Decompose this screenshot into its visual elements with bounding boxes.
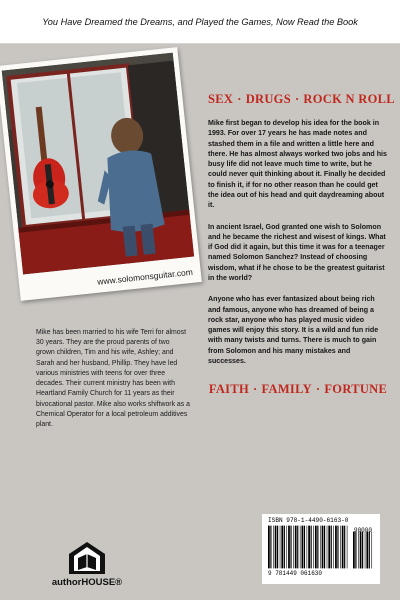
barcode-bar (340, 526, 341, 569)
heading-word: ROCK N ROLL (303, 92, 395, 106)
heading-word: SEX (208, 92, 234, 106)
barcode-bar (317, 526, 318, 569)
paragraph-3: Anyone who has ever fantasized about being rich and famous, anyone who has dreamed of being a rock star, anyone who has played music video games will enjoy this story. It is a wild and fun ride with many twists and turns. There is much to gain from Solomon and his many mistakes and successes. (208, 295, 379, 365)
heading-word: FORTUNE (324, 382, 388, 397)
barcode-bar (302, 526, 304, 569)
heading-word: FAMILY (261, 382, 312, 397)
barcode-bar (335, 526, 337, 569)
barcode-bar (304, 526, 305, 569)
website-caption: www.solomonsguitar.com (96, 266, 194, 287)
barcode-bar (270, 526, 271, 569)
barcode-bar (284, 526, 285, 569)
barcode-bar (288, 526, 290, 569)
barcode-bar (313, 526, 314, 569)
barcode-bar (347, 526, 348, 569)
heading-word: FAITH (208, 382, 250, 397)
barcode-bar (364, 532, 365, 569)
barcode-bar (353, 532, 355, 569)
barcode-addon-bars (353, 531, 374, 569)
barcode-bar (300, 526, 301, 569)
barcode-bar (273, 526, 274, 569)
barcode-bar (371, 532, 372, 569)
tagline: You Have Dreamed the Dreams, and Played the Games, Now Read the Book (42, 16, 358, 27)
separator: · (237, 92, 242, 106)
barcode-bar (295, 526, 297, 569)
separator: · (253, 382, 258, 397)
barcode-bar (277, 526, 278, 569)
separator: · (294, 92, 300, 106)
publisher-name: authorHOUSE® (51, 577, 123, 588)
barcode-bar (327, 526, 328, 569)
description-column (208, 92, 395, 397)
price-code: 90000 (353, 527, 372, 534)
heading-sex-drugs-rock (208, 92, 395, 107)
barcode-bar (359, 532, 361, 569)
barcode-bar (355, 532, 356, 569)
barcode-bar (320, 526, 321, 569)
barcode-bar (344, 526, 345, 569)
barcode-bar (307, 526, 308, 569)
isbn-label: ISBN 978-1-4490-6163-0 (268, 517, 349, 524)
barcode-bar (331, 526, 332, 569)
barcode-bar (297, 526, 298, 569)
barcode-bar (311, 526, 312, 569)
barcode-bar (368, 532, 369, 569)
tagline-bar (0, 0, 400, 44)
paragraph-1: Mike first began to develop his idea for the book in 1993. For over 17 years he has made notes and stashed them in a file and written a little here and there. He has almost always worked two jobs and his busy life did not leave much time to write, but he could never quit thinking about it. Finally he decided to finish it, if for no other reason than he could get the idea out of his head and quit daydreaming about it. (208, 119, 387, 210)
house-book-icon (66, 540, 108, 576)
barcode-number: 9 781449 061630 (268, 570, 323, 577)
heading-word: DRUGS (245, 92, 291, 106)
heading-faith-family-fortune (208, 382, 388, 397)
barcode-bar (337, 526, 338, 569)
barcode-bar (268, 526, 270, 569)
barcode-bar (322, 526, 324, 569)
barcode-bar (293, 526, 294, 569)
barcode-bar (328, 526, 330, 569)
isbn-barcode (262, 514, 380, 584)
publisher-logo (32, 540, 142, 588)
barcode-bar (333, 526, 334, 569)
author-photo (0, 47, 202, 301)
barcode-bar (315, 526, 317, 569)
barcode-bar (362, 532, 363, 569)
author-bio: Mike has been married to his wife Terri for almost 30 years. They are the proud parents of two grown children, Tim and his wife, Ashley; and Sarah and her husband, Phillip. They have led various ministries with teens for over three decades. Their current ministry has been with Heartland Family Church for 11 years as their bivocational pastor. Mike also works shiftwork as a Chemical Operator for a local petroleum additives plant. (36, 329, 190, 428)
separator: · (315, 382, 321, 397)
barcode-bar (308, 526, 310, 569)
barcode-bar (366, 532, 368, 569)
barcode-bar (358, 532, 359, 569)
paragraph-2: In ancient Israel, God granted one wish to Solomon and he became the richest and wisest of kings. What if God did it again, but this time it was for a teenager named Solomon Sanchez? Instead of choosing wisdom, what if he chose to be the greatest guitarist in the world? (208, 222, 386, 282)
barcode-bar (324, 526, 325, 569)
boy-guitar-shop-photo (2, 53, 194, 275)
barcode-bar (342, 526, 344, 569)
barcode-bar (290, 526, 291, 569)
barcode-bar (281, 526, 283, 569)
barcode-bar (275, 526, 277, 569)
barcode-bars (268, 525, 350, 569)
barcode-bar (280, 526, 281, 569)
barcode-bar (286, 526, 287, 569)
